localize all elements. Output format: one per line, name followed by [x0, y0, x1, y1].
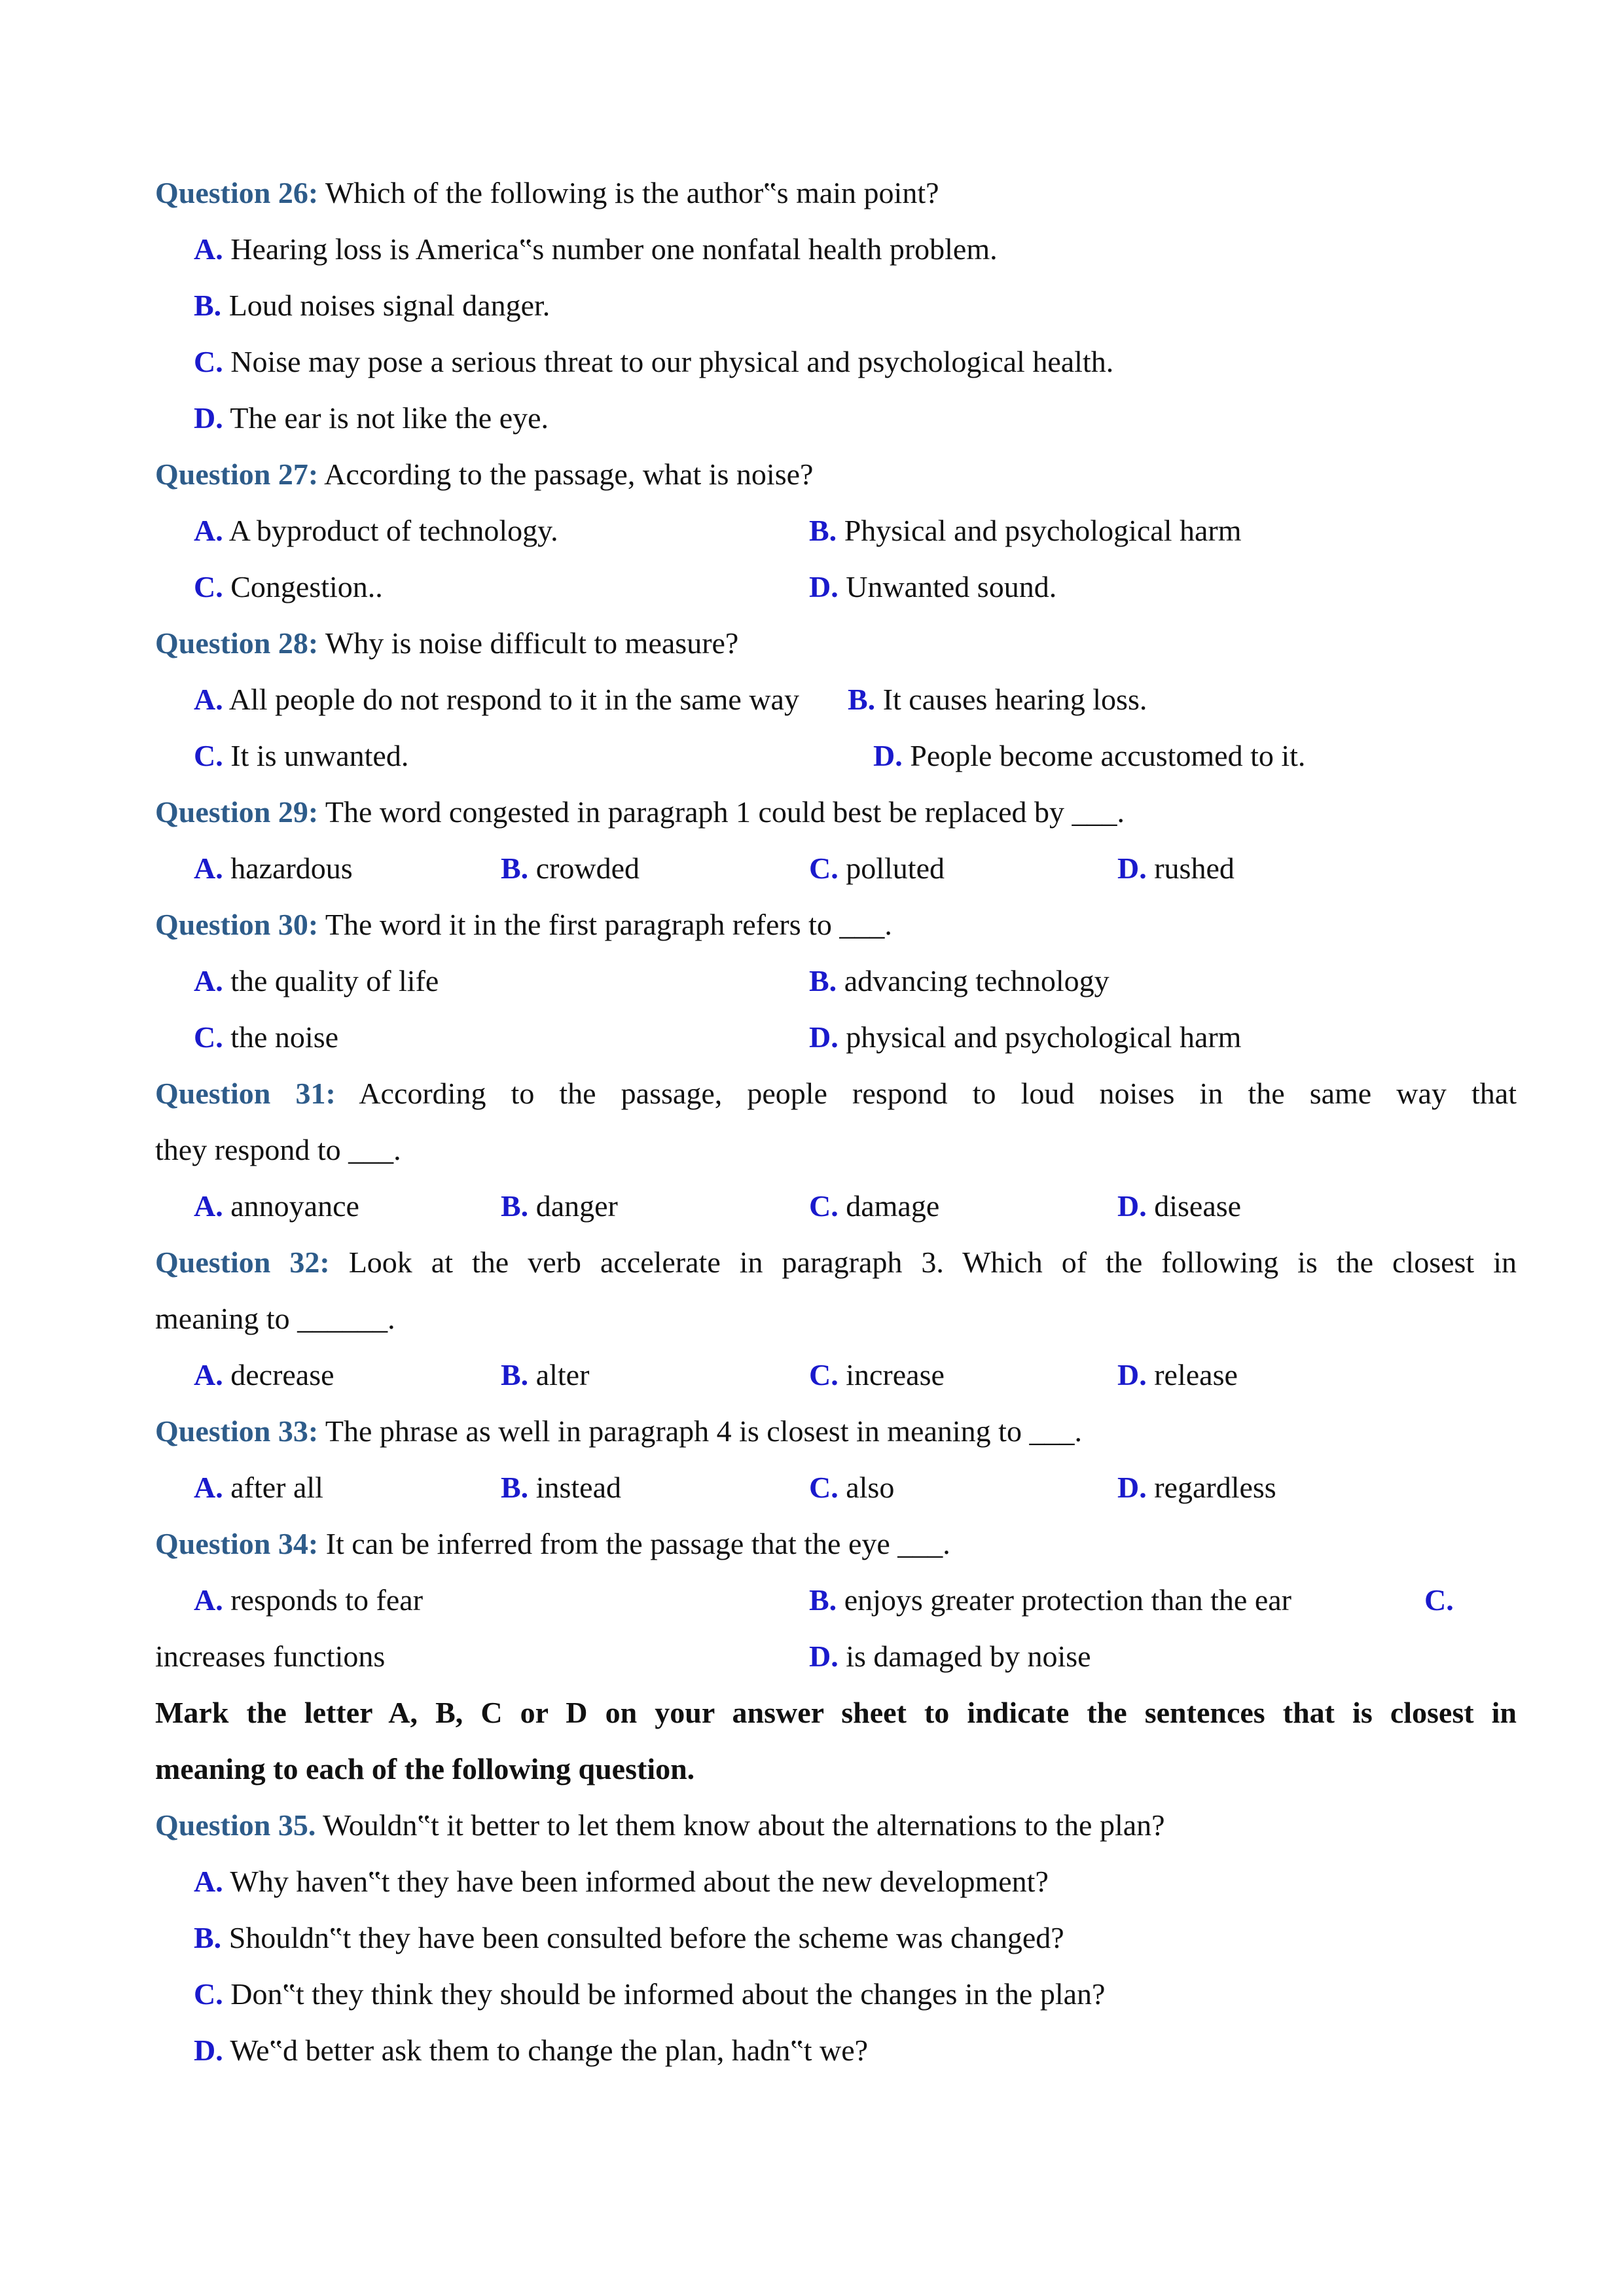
option-a	[194, 849, 353, 888]
option-text: responds to fear	[223, 1583, 424, 1617]
question-text: they respond to ___.	[155, 1133, 401, 1166]
option-text: Congestion..	[223, 570, 383, 603]
question-label: Question 35.	[155, 1808, 316, 1842]
option-d	[873, 736, 1305, 776]
option-text: also	[838, 1471, 895, 1504]
option-letter: C.	[194, 345, 223, 378]
question-33	[155, 1412, 1082, 1451]
option-b	[809, 1581, 1291, 1620]
question-text: According to the passage, people respond to loud noises in the same way that	[335, 1077, 1517, 1110]
option-d	[809, 1018, 1241, 1057]
question-30	[155, 905, 892, 944]
option-letter: B.	[194, 289, 222, 322]
option-text: Physical and psychological harm	[837, 514, 1242, 547]
option-a	[194, 230, 998, 269]
question-text: meaning to ______.	[155, 1302, 395, 1335]
question-text: Wouldn‟t it better to let them know about the alternations to the plan?	[316, 1808, 1165, 1842]
option-letter: B.	[501, 1471, 529, 1504]
option-text: It causes hearing loss.	[875, 683, 1147, 716]
question-32	[155, 1243, 1517, 1282]
option-c	[809, 1355, 945, 1395]
option-letter: B.	[501, 1189, 529, 1223]
option-letter: A.	[194, 232, 223, 266]
question-31-continuation	[155, 1130, 401, 1170]
option-letter: C.	[194, 1977, 223, 2011]
option-letter: C.	[809, 852, 839, 885]
instruction-line-1: Mark the letter A, B, C or D on your answer sheet to indicate the sentences that is closest in	[155, 1696, 1517, 1729]
option-text: rushed	[1146, 852, 1235, 885]
question-text: According to the passage, what is noise?	[318, 457, 814, 491]
option-text: damage	[838, 1189, 940, 1223]
option-text: the noise	[223, 1020, 339, 1054]
option-b	[194, 286, 550, 325]
option-letter: D.	[809, 570, 839, 603]
option-letter: A.	[194, 964, 223, 997]
option-b	[194, 1918, 1064, 1958]
option-text: We‟d better ask them to change the plan, hadn‟t we?	[223, 2034, 869, 2067]
option-letter: D.	[809, 1640, 839, 1673]
option-a	[194, 1355, 334, 1395]
option-text: Don‟t they think they should be informed about the changes in the plan?	[223, 1977, 1106, 2011]
option-d	[1117, 1187, 1241, 1226]
question-label: Question 30:	[155, 908, 319, 941]
option-text: Noise may pose a serious threat to our physical and psychological health.	[223, 345, 1114, 378]
question-label: Question 31:	[155, 1077, 336, 1110]
option-letter: D.	[873, 739, 903, 772]
question-label: Question 32:	[155, 1246, 330, 1279]
option-text: A byproduct of technology.	[223, 514, 558, 547]
option-letter: D.	[194, 2034, 223, 2067]
option-c	[809, 849, 945, 888]
option-text: Loud noises signal danger.	[221, 289, 550, 322]
option-d	[194, 2031, 868, 2070]
option-text: crowded	[528, 852, 640, 885]
option-text: alter	[528, 1358, 590, 1391]
question-text: Which of the following is the author‟s main point?	[318, 176, 939, 209]
option-c	[194, 567, 383, 607]
option-letter: A.	[194, 1471, 223, 1504]
option-c-letter	[1424, 1581, 1454, 1620]
option-c	[194, 342, 1113, 382]
option-letter: D.	[1117, 1358, 1147, 1391]
option-text: regardless	[1146, 1471, 1276, 1504]
option-d	[809, 1637, 1091, 1676]
option-letter: B.	[848, 683, 876, 716]
question-26	[155, 173, 939, 213]
section-instruction-continuation	[155, 1749, 695, 1789]
option-text: polluted	[838, 852, 945, 885]
option-letter: A.	[194, 1358, 223, 1391]
option-text: enjoys greater protection than the ear	[837, 1583, 1291, 1617]
option-text: the quality of life	[223, 964, 439, 997]
option-text: hazardous	[223, 852, 353, 885]
question-text: Look at the verb accelerate in paragraph 3. Which of the following is the closest in	[329, 1246, 1517, 1279]
option-text: danger	[528, 1189, 618, 1223]
option-letter: A.	[194, 683, 223, 716]
question-label: Question 28:	[155, 626, 319, 660]
option-c	[809, 1468, 894, 1507]
option-letter: B.	[501, 852, 529, 885]
option-letter: C.	[194, 1020, 223, 1054]
question-text: It can be inferred from the passage that the eye ___.	[318, 1527, 950, 1560]
option-text: Unwanted sound.	[838, 570, 1057, 603]
option-letter: B.	[194, 1921, 222, 1954]
option-b	[848, 680, 1147, 719]
option-d	[809, 567, 1056, 607]
option-letter: D.	[1117, 1189, 1147, 1223]
option-text: release	[1146, 1358, 1238, 1391]
option-d	[1117, 849, 1235, 888]
question-text: The word congested in paragraph 1 could best be replaced by ___.	[318, 795, 1125, 829]
option-b	[501, 1187, 618, 1226]
option-letter: C.	[194, 739, 223, 772]
option-d	[1117, 1468, 1276, 1507]
option-text: instead	[528, 1471, 621, 1504]
option-text: decrease	[223, 1358, 334, 1391]
option-text: All people do not respond to it in the same way	[223, 683, 799, 716]
option-d	[194, 399, 549, 438]
option-a	[194, 680, 799, 719]
question-text: The phrase as well in paragraph 4 is closest in meaning to ___.	[318, 1414, 1082, 1448]
option-letter: C.	[1424, 1583, 1454, 1617]
option-text: disease	[1146, 1189, 1242, 1223]
option-b	[809, 961, 1110, 1001]
option-letter: B.	[809, 1583, 837, 1617]
option-a	[194, 1468, 323, 1507]
option-b	[809, 511, 1242, 550]
option-d	[1117, 1355, 1238, 1395]
option-letter: C.	[809, 1358, 839, 1391]
option-letter: C.	[809, 1471, 839, 1504]
option-letter: A.	[194, 514, 223, 547]
question-35	[155, 1806, 1165, 1845]
option-letter: A.	[194, 1865, 223, 1898]
option-letter: A.	[194, 1189, 223, 1223]
option-b	[501, 1468, 621, 1507]
option-a	[194, 1581, 423, 1620]
option-c	[155, 1637, 385, 1676]
question-28	[155, 624, 738, 663]
option-text: increases functions	[155, 1640, 386, 1673]
option-c	[809, 1187, 939, 1226]
question-text: The word it in the first paragraph refers to ___.	[318, 908, 892, 941]
option-text: physical and psychological harm	[838, 1020, 1242, 1054]
instruction-line-2: meaning to each of the following question.	[155, 1752, 695, 1785]
option-text: after all	[223, 1471, 323, 1504]
option-a	[194, 1862, 1049, 1901]
option-text: The ear is not like the eye.	[223, 401, 549, 435]
question-text: Why is noise difficult to measure?	[318, 626, 739, 660]
option-letter: D.	[1117, 1471, 1147, 1504]
question-32-continuation	[155, 1299, 395, 1338]
option-text: Hearing loss is America‟s number one nonfatal health problem.	[223, 232, 998, 266]
option-c	[194, 1975, 1105, 2014]
section-instruction	[155, 1693, 1517, 1732]
question-29	[155, 793, 1125, 832]
question-label: Question 29:	[155, 795, 319, 829]
option-a	[194, 1187, 359, 1226]
option-text: Shouldn‟t they have been consulted before the scheme was changed?	[221, 1921, 1064, 1954]
option-letter: D.	[194, 401, 223, 435]
question-34	[155, 1524, 950, 1564]
option-text: It is unwanted.	[223, 739, 409, 772]
question-label: Question 26:	[155, 176, 319, 209]
option-letter: A.	[194, 1583, 223, 1617]
option-a	[194, 961, 439, 1001]
option-c	[194, 1018, 338, 1057]
question-label: Question 33:	[155, 1414, 319, 1448]
option-letter: A.	[194, 852, 223, 885]
option-b	[501, 849, 640, 888]
question-label: Question 27:	[155, 457, 319, 491]
option-text: advancing technology	[837, 964, 1110, 997]
option-letter: D.	[809, 1020, 839, 1054]
option-letter: C.	[194, 570, 223, 603]
option-letter: B.	[809, 964, 837, 997]
question-label: Question 34:	[155, 1527, 319, 1560]
option-text: increase	[838, 1358, 945, 1391]
option-letter: D.	[1117, 852, 1147, 885]
question-31	[155, 1074, 1517, 1113]
option-b	[501, 1355, 589, 1395]
option-letter: B.	[809, 514, 837, 547]
question-27	[155, 455, 813, 494]
option-letter: B.	[501, 1358, 529, 1391]
option-text: People become accustomed to it.	[902, 739, 1306, 772]
option-text: is damaged by noise	[838, 1640, 1091, 1673]
option-text: annoyance	[223, 1189, 359, 1223]
option-a	[194, 511, 558, 550]
option-letter: C.	[809, 1189, 839, 1223]
option-c	[194, 736, 408, 776]
option-text: Why haven‟t they have been informed about the new development?	[223, 1865, 1049, 1898]
